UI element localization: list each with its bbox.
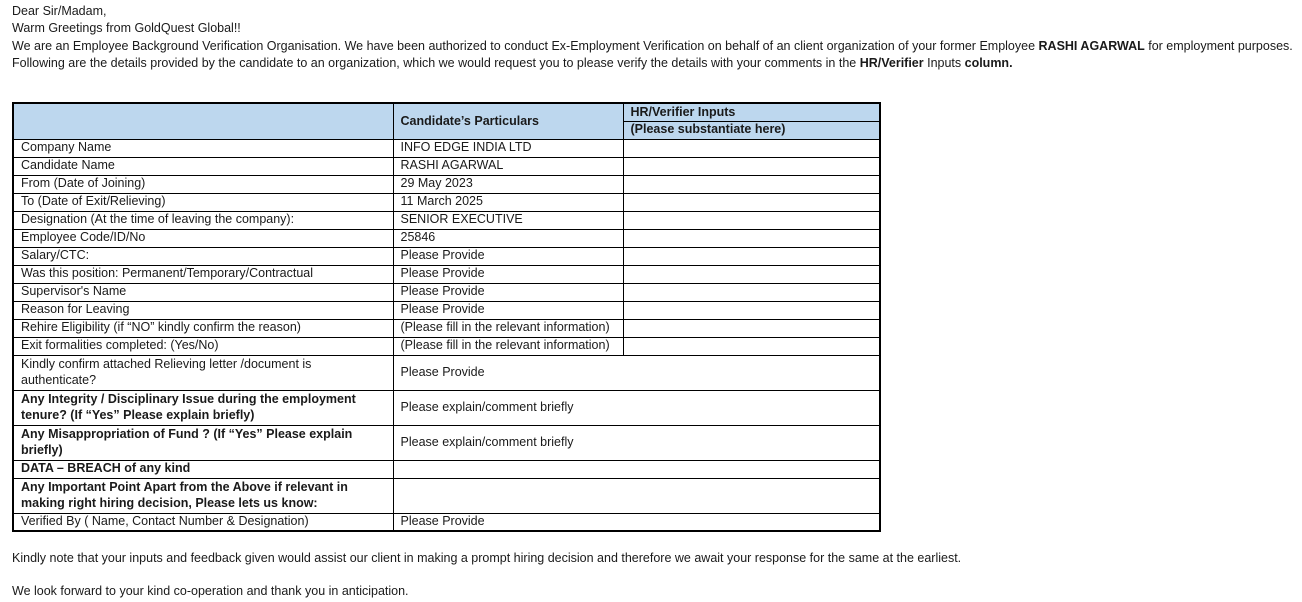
row-value-cell: Please Provide (393, 283, 623, 301)
row-label-cell: Company Name (13, 139, 393, 157)
hr-input-cell[interactable] (623, 247, 880, 265)
table-row (13, 157, 880, 175)
footer-note (12, 551, 1297, 565)
row-label-cell: Kindly confirm attached Relieving letter /document is authenticate? (13, 355, 393, 390)
table-row (13, 265, 880, 283)
row-value-cell[interactable]: Please Provide (393, 513, 880, 531)
table-row (13, 283, 880, 301)
table-row (13, 513, 880, 531)
table-row (13, 193, 880, 211)
row-value-cell[interactable]: Please Provide (393, 355, 880, 390)
intro-text (12, 3, 1297, 73)
hr-input-cell[interactable] (623, 139, 880, 157)
row-label-cell: Candidate Name (13, 157, 393, 175)
row-value-cell[interactable] (393, 478, 880, 513)
table-row (13, 478, 880, 513)
table-row (13, 460, 880, 478)
hr-input-cell[interactable] (623, 211, 880, 229)
row-value-cell[interactable] (393, 460, 880, 478)
table-row (13, 211, 880, 229)
row-value-cell: 29 May 2023 (393, 175, 623, 193)
hr-input-cell[interactable] (623, 175, 880, 193)
header-empty-cell (13, 103, 393, 139)
line4-mid: Inputs (923, 56, 965, 71)
row-label-cell: Designation (At the time of leaving the company): (13, 211, 393, 229)
header-candidate-particulars: Candidate’s Particulars (393, 103, 623, 139)
header-please-substantiate: (Please substantiate here) (623, 121, 880, 139)
hr-input-cell[interactable] (623, 265, 880, 283)
row-value-cell: (Please fill in the relevant information) (393, 337, 623, 355)
salutation-text: Dear Sir/Madam, (12, 4, 107, 18)
intro-line-4 (12, 55, 1297, 72)
hr-input-cell[interactable] (623, 193, 880, 211)
row-label-cell: Any Integrity / Disciplinary Issue during the employment tenure? (If “Yes” Please explain briefly) (13, 390, 393, 425)
hr-input-cell[interactable] (623, 283, 880, 301)
row-value-cell[interactable]: Please explain/comment briefly (393, 390, 880, 425)
footer-note-text: Kindly note that your inputs and feedback given would assist our client in making a prompt hiring decision and therefore we await your response for the same at the earliest. (12, 551, 962, 565)
table-row (13, 139, 880, 157)
row-label-cell: From (Date of Joining) (13, 175, 393, 193)
header-hr-verifier-inputs: HR/Verifier Inputs (623, 103, 880, 121)
hr-input-cell[interactable] (623, 229, 880, 247)
hr-input-cell[interactable] (623, 157, 880, 175)
line3-post: for employment purposes. (1144, 38, 1293, 53)
row-label-cell: To (Date of Exit/Relieving) (13, 193, 393, 211)
line4-pre: Following are the details provided by the candidate to an organization, which we would request you to please verify the details with your comments in the (12, 56, 860, 71)
row-value-cell: SENIOR EXECUTIVE (393, 211, 623, 229)
row-label-cell: Exit formalities completed: (Yes/No) (13, 337, 393, 355)
row-value-cell: Please Provide (393, 247, 623, 265)
intro-greeting (12, 20, 1297, 37)
row-label-cell: Reason for Leaving (13, 301, 393, 319)
row-value-cell: Please Provide (393, 301, 623, 319)
row-value-cell: 25846 (393, 229, 623, 247)
row-value-cell: INFO EDGE INDIA LTD (393, 139, 623, 157)
hr-input-cell[interactable] (623, 319, 880, 337)
table-header-row (13, 103, 880, 121)
table-row (13, 319, 880, 337)
footer-closing (12, 584, 1297, 598)
row-label-cell: Rehire Eligibility (if “NO” kindly confirm the reason) (13, 319, 393, 337)
row-value-cell: 11 March 2025 (393, 193, 623, 211)
row-label-cell: Salary/CTC: (13, 247, 393, 265)
row-label-cell: Any Important Point Apart from the Above if relevant in making right hiring decision, Please lets us know: (13, 478, 393, 513)
table-row (13, 355, 880, 390)
row-label-cell: Was this position: Permanent/Temporary/Contractual (13, 265, 393, 283)
row-value-cell: RASHI AGARWAL (393, 157, 623, 175)
table-row (13, 390, 880, 425)
column-bold: column. (964, 56, 1013, 71)
row-label-cell: Verified By ( Name, Contact Number & Designation) (13, 513, 393, 531)
row-value-cell: (Please fill in the relevant information) (393, 319, 623, 337)
row-label-cell: Employee Code/ID/No (13, 229, 393, 247)
table-row (13, 337, 880, 355)
row-label-cell: Supervisor's Name (13, 283, 393, 301)
hr-verifier-bold: HR/Verifier (859, 56, 924, 71)
greeting-text: Warm Greetings from GoldQuest Global!! (12, 21, 241, 36)
intro-salutation (12, 3, 1297, 20)
row-value-cell[interactable]: Please explain/comment briefly (393, 425, 880, 460)
line3-pre: We are an Employee Background Verification Organisation. We have been authorized to conduct Ex-Employment Verification on behalf of an client organization of your former Employee (12, 38, 1039, 53)
intro-line-3 (12, 38, 1297, 55)
candidate-name-bold: RASHI AGARWAL (1038, 38, 1145, 53)
row-label-cell: DATA – BREACH of any kind (13, 460, 393, 478)
verification-table (12, 102, 881, 532)
table-row (13, 247, 880, 265)
table-row (13, 175, 880, 193)
row-value-cell: Please Provide (393, 265, 623, 283)
table-row (13, 425, 880, 460)
row-label-cell: Any Misappropriation of Fund ? (If “Yes” Please explain briefly) (13, 425, 393, 460)
footer-closing-text: We look forward to your kind co-operation and thank you in anticipation. (12, 584, 409, 598)
table-row (13, 301, 880, 319)
table-row (13, 229, 880, 247)
hr-input-cell[interactable] (623, 337, 880, 355)
hr-input-cell[interactable] (623, 301, 880, 319)
